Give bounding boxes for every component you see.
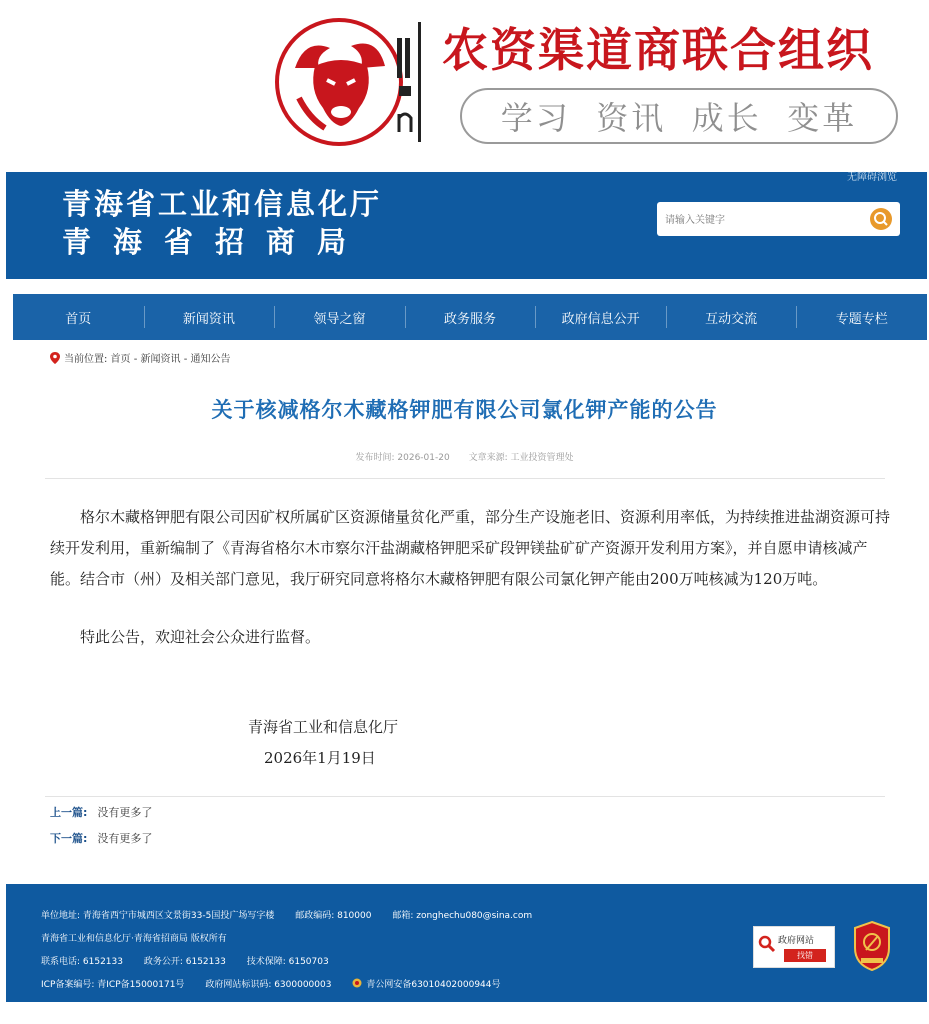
org-name: 农资渠道商联合组织 <box>442 23 874 77</box>
bottom-strip <box>0 1002 929 1024</box>
magnifier-icon <box>758 935 776 953</box>
footer-gov-open: 政务公开: 6152133 <box>143 957 226 967</box>
search-button[interactable] <box>870 208 892 230</box>
breadcrumb-text[interactable]: 当前位置: 首页 - 新闻资讯 - 通知公告 <box>64 354 231 365</box>
nav-services[interactable]: 政务服务 <box>405 294 536 340</box>
prev-value: 没有更多了 <box>97 806 153 819</box>
next-article[interactable] <box>50 830 152 846</box>
slogan-word: 变革 <box>787 99 858 137</box>
nav-topics[interactable]: 专题专栏 <box>796 294 927 340</box>
nav-gov-info[interactable]: 政府信息公开 <box>535 294 666 340</box>
nav-news[interactable]: 新闻资讯 <box>144 294 275 340</box>
footer-address: 单位地址: 青海省西宁市城西区文景街33-5国投广场写字楼 <box>41 911 275 921</box>
article-paragraph: 特此公告，欢迎社会公众进行监督。 <box>80 628 321 646</box>
badge-title: 政府网站 <box>778 936 815 946</box>
badge-button: 找错 <box>784 949 826 962</box>
prev-label: 上一篇: <box>50 806 88 819</box>
footer-copyright: 青海省工业和信息化厅·青海省招商局 版权所有 <box>41 934 227 944</box>
footer-tech: 技术保障: 6150703 <box>246 957 329 967</box>
slogan-word: 资讯 <box>596 99 667 137</box>
breadcrumb <box>50 350 230 365</box>
footer-line-icp <box>41 977 519 990</box>
footer-line-phones <box>41 954 347 967</box>
site-title-primary: 青海省工业和信息化厅 <box>62 187 383 221</box>
bull-icon <box>285 28 397 140</box>
article-meta <box>0 450 929 463</box>
party-govt-emblem-icon[interactable] <box>851 920 893 972</box>
signature-org: 青海省工业和信息化厅 <box>248 718 399 736</box>
prev-article[interactable] <box>50 804 152 820</box>
gov-site-error-report-badge[interactable] <box>753 926 835 968</box>
next-value: 没有更多了 <box>97 832 153 845</box>
slogan-pill <box>460 88 898 144</box>
article-title: 关于核减格尔木藏格钾肥有限公司氯化钾产能的公告 <box>211 398 718 422</box>
footer-police[interactable]: 青公网安备63010402000944号 <box>366 980 501 990</box>
search-input[interactable] <box>663 208 867 232</box>
footer-line-address <box>41 908 550 921</box>
nav-interaction[interactable]: 互动交流 <box>666 294 797 340</box>
footer-email: 邮箱: zonghechu080@sina.com <box>392 911 533 921</box>
site-title-secondary: 青海省招商局 <box>62 225 369 259</box>
footer-postcode: 邮政编码: 810000 <box>295 911 372 921</box>
accessibility-link[interactable]: 无障碍浏览 <box>847 172 897 183</box>
search-icon <box>870 208 892 230</box>
search-box <box>657 202 900 236</box>
footer-site-code: 政府网站标识码: 6300000003 <box>205 980 332 990</box>
watermark-banner <box>0 0 929 160</box>
footer-icp[interactable]: ICP备案编号: 青ICP备15000171号 <box>41 980 185 990</box>
footer-phone: 联系电话: 6152133 <box>41 957 123 967</box>
nav-leaders[interactable]: 领导之窗 <box>274 294 405 340</box>
article-paragraph: 格尔木藏格钾肥有限公司因矿权所属矿区资源储量贫化严重，部分生产设施老旧、资源利用率低，为持续推进盐湖资源可持续开发利用，重新编制了《青海省格尔木市察尔汗盐湖藏格钾肥采矿段钾镁盐矿矿产资源开发利用方案》，并自愿申请核减产能。结合市（州）及相关部门意见，我厅研究同意将格尔木藏格钾肥有限公司氯化钾产能由200万吨核减为120万吨。 <box>50 508 891 588</box>
police-badge-icon <box>352 978 362 988</box>
article-source: 文章来源: 工业投资管理处 <box>468 453 574 463</box>
banner-divider <box>418 22 421 142</box>
site-header <box>6 172 927 279</box>
publish-time: 发布时间: 2026-01-20 <box>355 453 450 463</box>
location-pin-icon <box>50 352 60 364</box>
main-nav <box>13 294 927 340</box>
divider <box>45 796 885 797</box>
slogan-word: 学习 <box>500 99 571 137</box>
next-label: 下一篇: <box>50 832 88 845</box>
logo-letter-mark <box>395 36 417 136</box>
divider <box>45 478 885 479</box>
signature-date: 2026年1月19日 <box>264 749 376 767</box>
slogan-word: 成长 <box>691 99 762 137</box>
nav-home[interactable]: 首页 <box>65 311 92 327</box>
org-logo <box>275 18 425 153</box>
site-footer <box>6 884 927 1002</box>
